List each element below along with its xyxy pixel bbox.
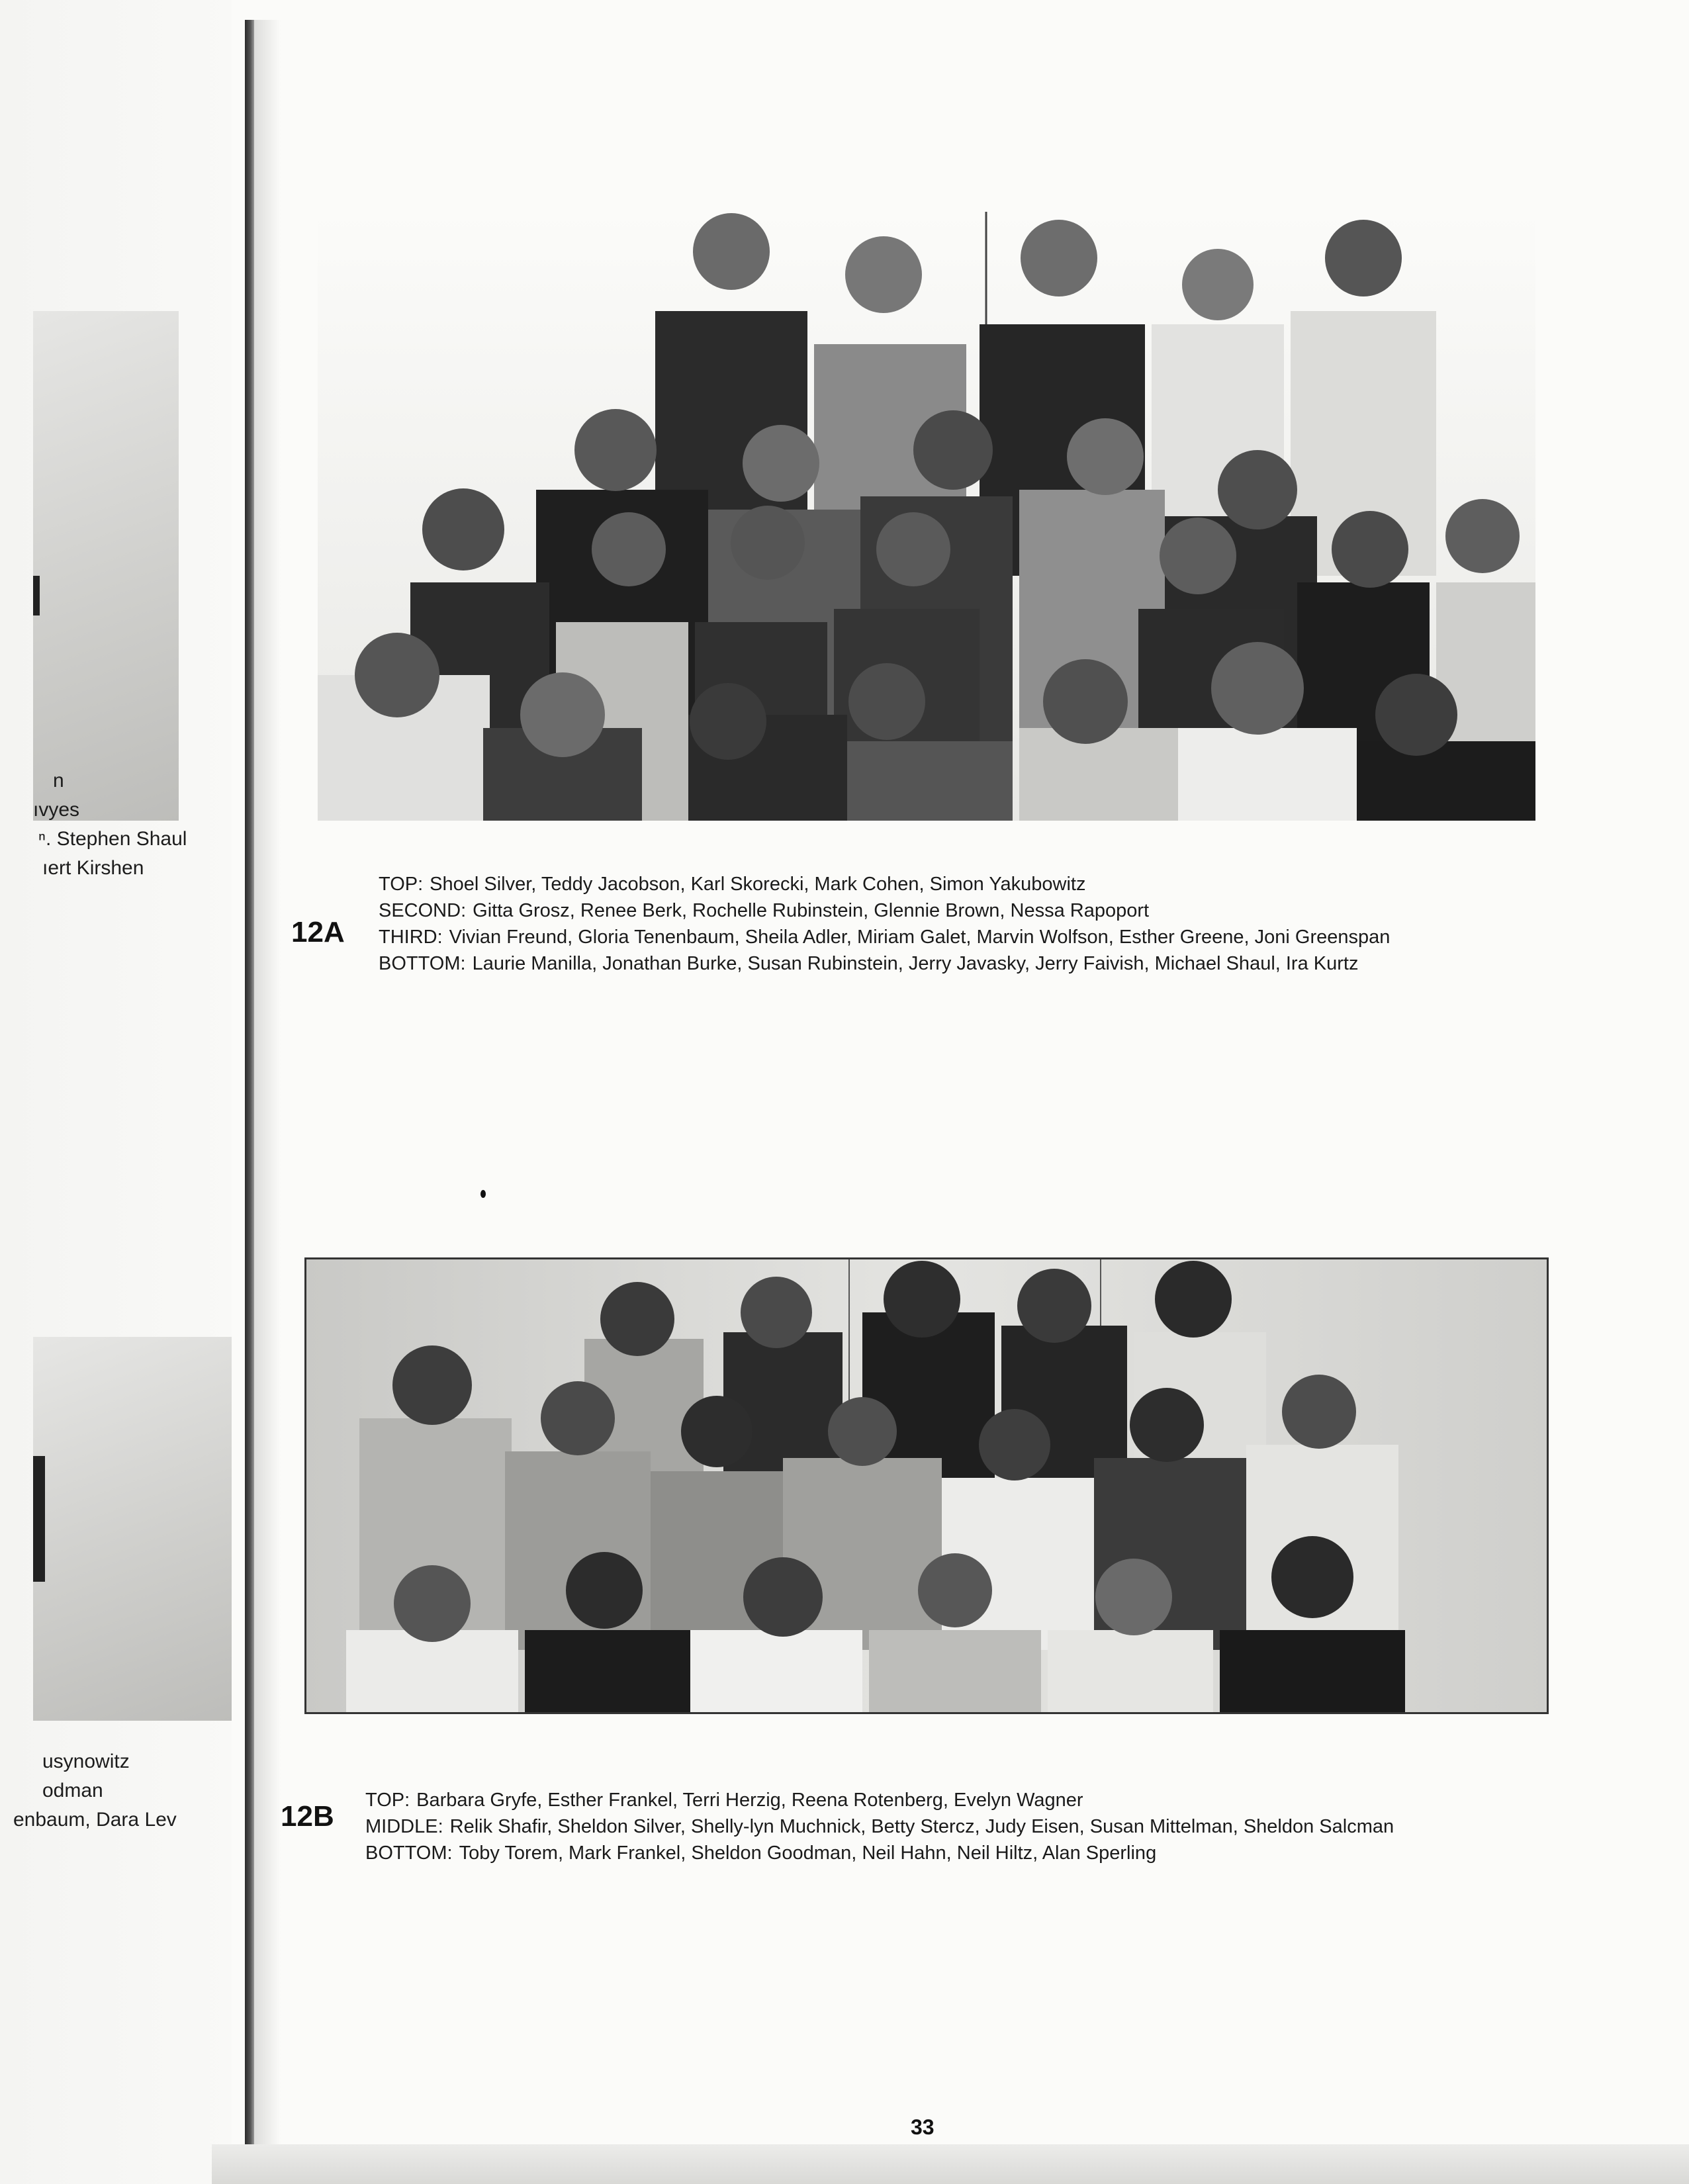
- page-bottom-edge: [212, 2144, 1689, 2184]
- caption-12b: [365, 1787, 1394, 1866]
- row-label: SECOND:: [379, 900, 467, 921]
- section-label-12a: 12A: [291, 916, 345, 948]
- row-label: MIDDLE:: [365, 1816, 443, 1837]
- left-page-photo-fragment: [33, 311, 179, 821]
- row-names: Vivian Freund, Gloria Tenenbaum, Sheila Adler, Miriam Galet, Marvin Wolfson, Esther Greene, Joni Greenspan: [449, 927, 1391, 948]
- caption-row: [379, 897, 1390, 924]
- left-page-text: usynowitz: [42, 1751, 130, 1772]
- left-page-mark: [33, 576, 40, 615]
- left-page-text: enbaum, Dara Lev: [13, 1809, 177, 1831]
- caption-12a: [379, 871, 1390, 977]
- class-photo-12b: [304, 1257, 1549, 1714]
- row-label: BOTTOM:: [365, 1843, 453, 1864]
- row-label: THIRD:: [379, 927, 443, 948]
- row-names: Toby Torem, Mark Frankel, Sheldon Goodman, Neil Hahn, Neil Hiltz, Alan Sperling: [459, 1843, 1157, 1864]
- left-page-text: ıvyes: [33, 799, 80, 821]
- left-page-text: ⁿ. Stephen Shaul: [38, 828, 187, 850]
- caption-row: [379, 871, 1390, 897]
- row-label: TOP:: [365, 1790, 410, 1811]
- caption-row: [379, 924, 1390, 950]
- row-label: TOP:: [379, 874, 424, 895]
- class-photo-12a: [318, 212, 1535, 821]
- left-page-mark: [33, 1456, 45, 1582]
- left-page-text: ıert Kirshen: [42, 857, 144, 879]
- caption-row: [365, 1787, 1394, 1813]
- row-names: Laurie Manilla, Jonathan Burke, Susan Rubinstein, Jerry Javasky, Jerry Faivish, Michael Shaul, Ira Kurtz: [472, 953, 1359, 974]
- gutter-shadow: [254, 20, 281, 2184]
- caption-row: [379, 950, 1390, 977]
- caption-row: [365, 1813, 1394, 1840]
- left-page-photo-fragment: [33, 1337, 232, 1721]
- row-label: BOTTOM:: [379, 953, 466, 974]
- print-speck: [480, 1190, 486, 1198]
- row-names: Shoel Silver, Teddy Jacobson, Karl Skorecki, Mark Cohen, Simon Yakubowitz: [430, 874, 1086, 895]
- section-label-12b: 12B: [281, 1800, 334, 1833]
- book-gutter: [245, 20, 254, 2184]
- row-names: Gitta Grosz, Renee Berk, Rochelle Rubinstein, Glennie Brown, Nessa Rapoport: [473, 900, 1150, 921]
- row-names: Relik Shafir, Sheldon Silver, Shelly-lyn Muchnick, Betty Stercz, Judy Eisen, Susan Mittelman, Sheldon Salcman: [449, 1816, 1394, 1837]
- page-number: 33: [911, 2115, 935, 2139]
- left-page-text: n: [53, 770, 64, 792]
- left-page-text: odman: [42, 1780, 103, 1801]
- row-names: Barbara Gryfe, Esther Frankel, Terri Herzig, Reena Rotenberg, Evelyn Wagner: [416, 1790, 1083, 1811]
- caption-row: [365, 1840, 1394, 1866]
